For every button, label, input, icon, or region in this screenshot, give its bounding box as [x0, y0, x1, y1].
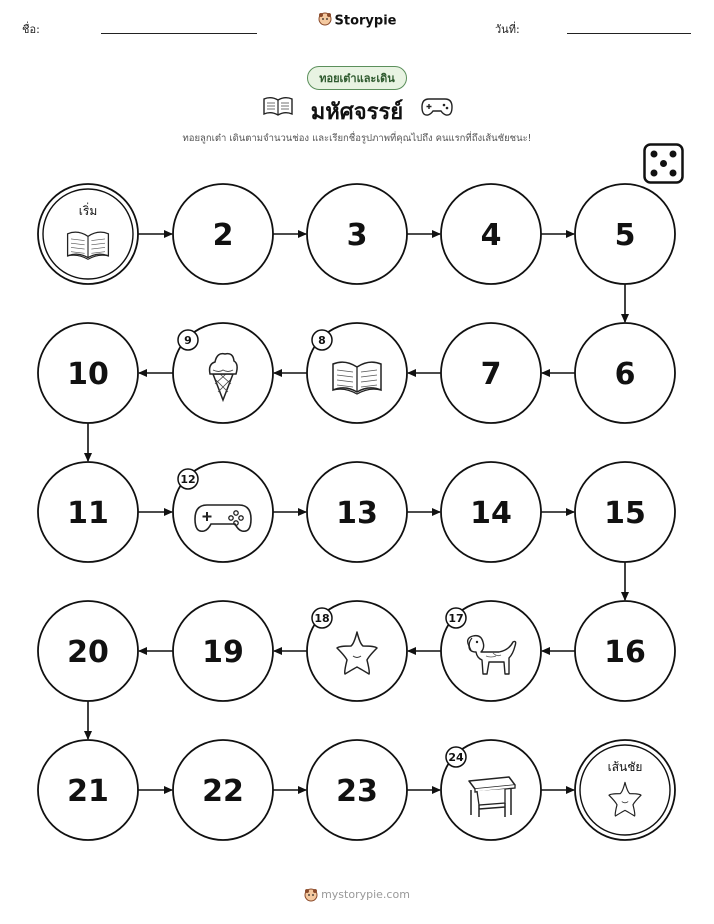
board-space-23[interactable]: [307, 740, 407, 840]
board-space-16[interactable]: [575, 601, 675, 701]
start-space[interactable]: [38, 184, 138, 284]
space-number: 14: [470, 496, 512, 531]
open-book-icon: [333, 362, 381, 394]
space-number: 13: [336, 496, 378, 531]
board-space-20[interactable]: [38, 601, 138, 701]
board-space-4[interactable]: [441, 184, 541, 284]
open-book-icon: [68, 232, 109, 259]
name-label: ชื่อ:: [22, 23, 40, 36]
board-space-5[interactable]: [575, 184, 675, 284]
space-number: 17: [448, 612, 464, 625]
board-space-14[interactable]: [441, 462, 541, 562]
footer: [0, 888, 714, 902]
space-number: 20: [67, 635, 109, 670]
space-label: เส้นชัย: [607, 760, 643, 774]
space-number: 2: [212, 218, 234, 253]
space-number: 7: [480, 357, 502, 392]
space-number: 22: [202, 774, 244, 809]
space-number: 23: [336, 774, 378, 809]
space-number: 8: [318, 334, 326, 347]
game-type-badge: ทอยเต๋าและเดิน: [307, 66, 407, 90]
space-number: 16: [604, 635, 646, 670]
space-number: 12: [180, 473, 196, 486]
board-space-3[interactable]: [307, 184, 407, 284]
board-space-18[interactable]: [307, 601, 407, 701]
board-space-15[interactable]: [575, 462, 675, 562]
space-number: 24: [448, 751, 464, 764]
board-space-21[interactable]: [38, 740, 138, 840]
board-space-24[interactable]: [441, 740, 541, 840]
space-number: 5: [614, 218, 636, 253]
space-number: 18: [314, 612, 330, 625]
space-number: 11: [67, 496, 109, 531]
space-number: 4: [480, 218, 502, 253]
space-number: 9: [184, 334, 192, 347]
board-space-11[interactable]: [38, 462, 138, 562]
board-space-8[interactable]: [307, 323, 407, 423]
board-space-22[interactable]: [173, 740, 273, 840]
space-number: 19: [202, 635, 244, 670]
storypie-logo-icon: [304, 888, 318, 902]
board-space-12[interactable]: [173, 462, 273, 562]
date-label: วันที่:: [495, 23, 520, 36]
board-space-6[interactable]: [575, 323, 675, 423]
board-space-9[interactable]: [173, 323, 273, 423]
board-space-13[interactable]: [307, 462, 407, 562]
board-space-2[interactable]: [173, 184, 273, 284]
board-space-10[interactable]: [38, 323, 138, 423]
page-title: มหัศจรรย์: [310, 100, 404, 125]
board-space-17[interactable]: [441, 601, 541, 701]
space-number: 10: [67, 357, 109, 392]
brand-name: Storypie: [334, 13, 397, 29]
space-label: เริ่ม: [78, 204, 98, 218]
space-number: 15: [604, 496, 646, 531]
space-number: 6: [614, 357, 636, 392]
space-number: 21: [67, 774, 109, 809]
instructions: ทอยลูกเต๋า เดินตามจำนวนช่อง และเรียกชื่อรูปภาพที่คุณไปถึง คนแรกที่ถึงเส้นชัยชนะ!: [182, 133, 532, 144]
board-space-19[interactable]: [173, 601, 273, 701]
footer-url[interactable]: mystorypie.com: [321, 888, 410, 901]
board-space-7[interactable]: [441, 323, 541, 423]
space-number: 3: [346, 218, 368, 253]
finish-space[interactable]: [575, 740, 675, 840]
board-spaces: [38, 184, 675, 840]
